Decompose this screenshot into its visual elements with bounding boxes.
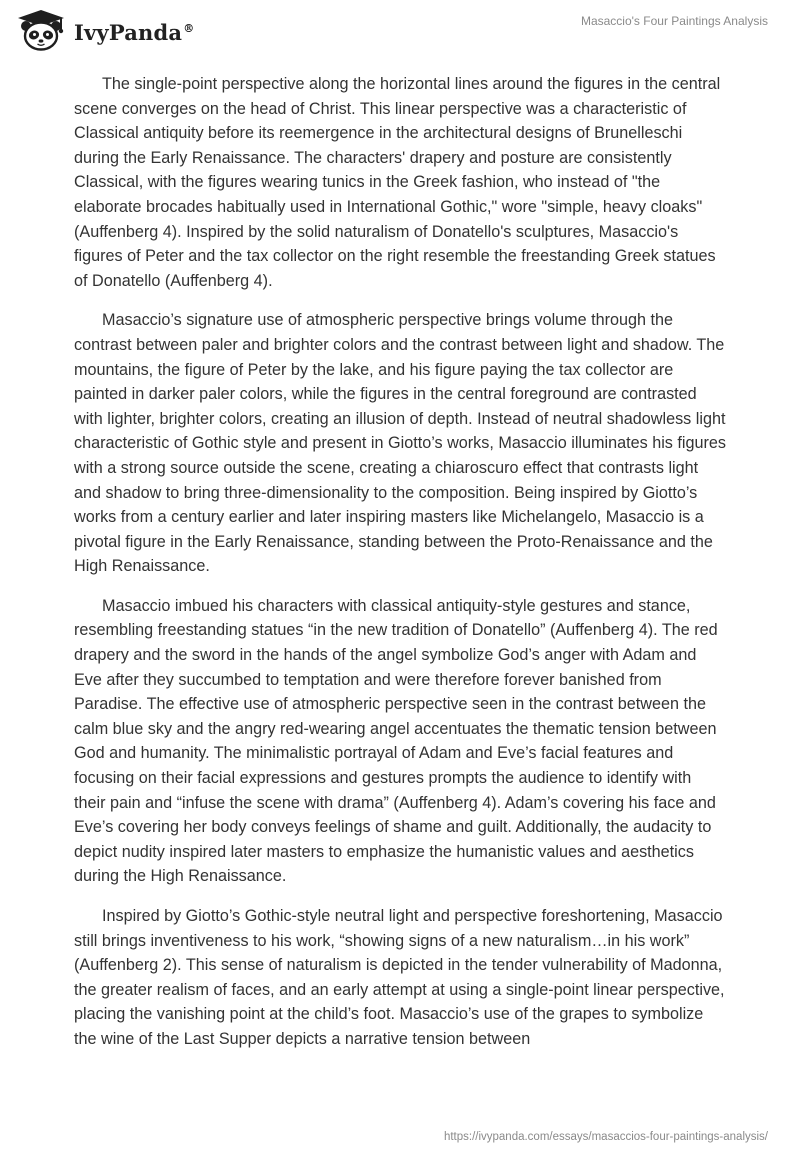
essay-body (74, 72, 726, 1067)
panda-graduate-icon (14, 8, 68, 52)
paragraph: Inspired by Giotto’s Gothic-style neutral light and perspective foreshortening, Masaccio still brings inventiveness to his work, “showing signs of a new naturalism…in his work” (Auffenberg 2). This sense of naturalism is depicted in the tender vulnerability of Madonna, the greater realism of faces, and an early attempt at using a single-point linear perspective, placing the vanishing point at the child’s foot. Masaccio’s use of the grapes to symbolize the wine of the Last Supper depicts a narrative tension between (74, 907, 725, 1048)
page-header (0, 0, 800, 62)
paragraph: Masaccio imbued his characters with classical antiquity-style gestures and stance, resembling freestanding statues “in the new tradition of Donatello” (Auffenberg 4). The red drapery and the sword in the hands of the angel symbolize God’s anger with Adam and Eve after they succumbed to temptation and were therefore forever banished from Paradise. The effective use of atmospheric perspective seen in the contrast between the calm blue sky and the angry red-wearing angel accentuates the thematic tension between God and humanity. The minimalistic portrayal of Adam and Eve’s facial features and focusing on their facial expressions and gestures prompts the audience to identify with their pain and “infuse the scene with drama” (Auffenberg 4). Adam’s covering his face and Eve’s covering her body conveys feelings of shame and guilt. Additionally, the audacity to depict nudity inspired later masters to emphasize the humanistic values and aesthetics during the High Renaissance. (74, 596, 718, 886)
brand-name: IvyPanda® (74, 19, 195, 45)
source-url[interactable]: https://ivypanda.com/essays/masaccios-four-paintings-analysis/ (443, 1131, 768, 1143)
brand-logo[interactable] (14, 8, 194, 52)
paragraph: The single-point perspective along the horizontal lines around the figures in the central scene converges on the head of Christ. This linear perspective was a characteristic of Classical antiquity before its reemergence in the architectural designs of Brunelleschi during the Early Renaissance. The characters' drapery and posture are consistently Classical, with the figures wearing tunics in the Greek fashion, who instead of "the elaborate brocades habitually used in International Gothic," wore "simple, heavy cloaks" (Auffenberg 4). Inspired by the solid naturalism of Donatello's sculptures, Masaccio's figures of Peter and the tax collector on the right resemble the freestanding Greek statues of Donatello (Auffenberg 4). (74, 75, 721, 290)
registered-mark: ® (183, 21, 195, 35)
document-title: Masaccio's Four Paintings Analysis (580, 14, 768, 28)
paragraph: Masaccio’s signature use of atmospheric perspective brings volume through the contrast between paler and brighter colors and the contrast between light and shadow. The mountains, the figure of Peter by the lake, and his figure paying the tax collector are painted in darker paler colors, while the figures in the central foreground are contrasted with lighter, brighter colors, creating an illusion of depth. Instead of neutral shadowless light characteristic of Gothic style and present in Giotto’s works, Masaccio illuminates his figures with a strong source outside the scene, creating a chiaroscuro effect that contrasts light and shadow to bring three-dimensionality to the composition. Being inspired by Giotto’s works from a century earlier and later inspiring masters like Michelangelo, Masaccio is a pivotal figure in the Early Renaissance, standing between the Proto-Renaissance and the High Renaissance. (74, 311, 726, 576)
